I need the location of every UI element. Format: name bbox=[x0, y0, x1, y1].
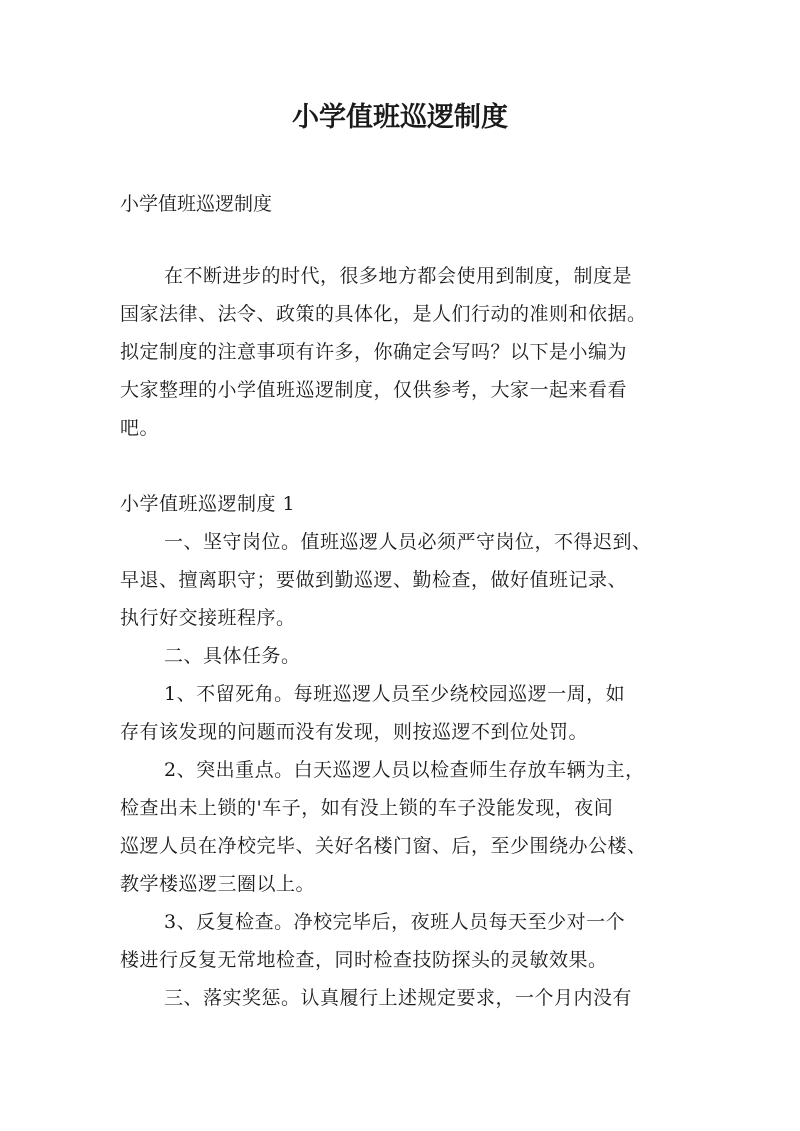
section-line: 执行好交接班程序。 bbox=[120, 607, 296, 629]
section-line: 三、落实奖惩。认真履行上述规定要求，一个月内没有 bbox=[164, 987, 633, 1009]
section-line: 存有该发现的问题而没有发现，则按巡逻不到位处罚。 bbox=[120, 721, 589, 743]
section-line: 二、具体任务。 bbox=[164, 645, 301, 667]
section-line: 一、坚守岗位。值班巡逻人员必须严守岗位，不得迟到、 bbox=[164, 531, 652, 553]
intro-line: 吧。 bbox=[120, 417, 160, 439]
section-line: 早退、擅离职守；要做到勤巡逻、勤检查，做好值班记录、 bbox=[120, 569, 628, 591]
section-line: 检查出未上锁的'车子，如有没上锁的车子没能发现，夜间 bbox=[120, 797, 614, 819]
intro-line: 拟定制度的注意事项有许多，你确定会写吗？以下是小编为 bbox=[120, 341, 628, 363]
intro-line: 国家法律、法令、政策的具体化，是人们行动的准则和依据。 bbox=[120, 303, 647, 325]
section-line: 楼进行反复无常地检查，同时检查技防探头的灵敏效果。 bbox=[120, 949, 608, 971]
intro-line: 大家整理的小学值班巡逻制度，仅供参考，大家一起来看看 bbox=[120, 379, 628, 401]
section-line: 教学楼巡逻三圈以上。 bbox=[120, 873, 316, 895]
section-line: 2、突出重点。白天巡逻人员以检查师生存放车辆为主， bbox=[164, 759, 645, 781]
section-line: 巡逻人员在净校完毕、关好名楼门窗、后，至少围绕办公楼、 bbox=[120, 835, 647, 857]
document-subtitle: 小学值班巡逻制度 bbox=[120, 193, 273, 215]
section-line: 1、不留死角。每班巡逻人员至少绕校园巡逻一周，如 bbox=[164, 683, 626, 705]
section-heading: 小学值班巡逻制度 1 bbox=[120, 493, 296, 515]
section-line: 3、反复检查。净校完毕后，夜班人员每天至少对一个 bbox=[164, 911, 626, 933]
intro-line: 在不断进步的时代，很多地方都会使用到制度，制度是 bbox=[164, 265, 633, 287]
page-title: 小学值班巡逻制度 bbox=[292, 102, 508, 133]
